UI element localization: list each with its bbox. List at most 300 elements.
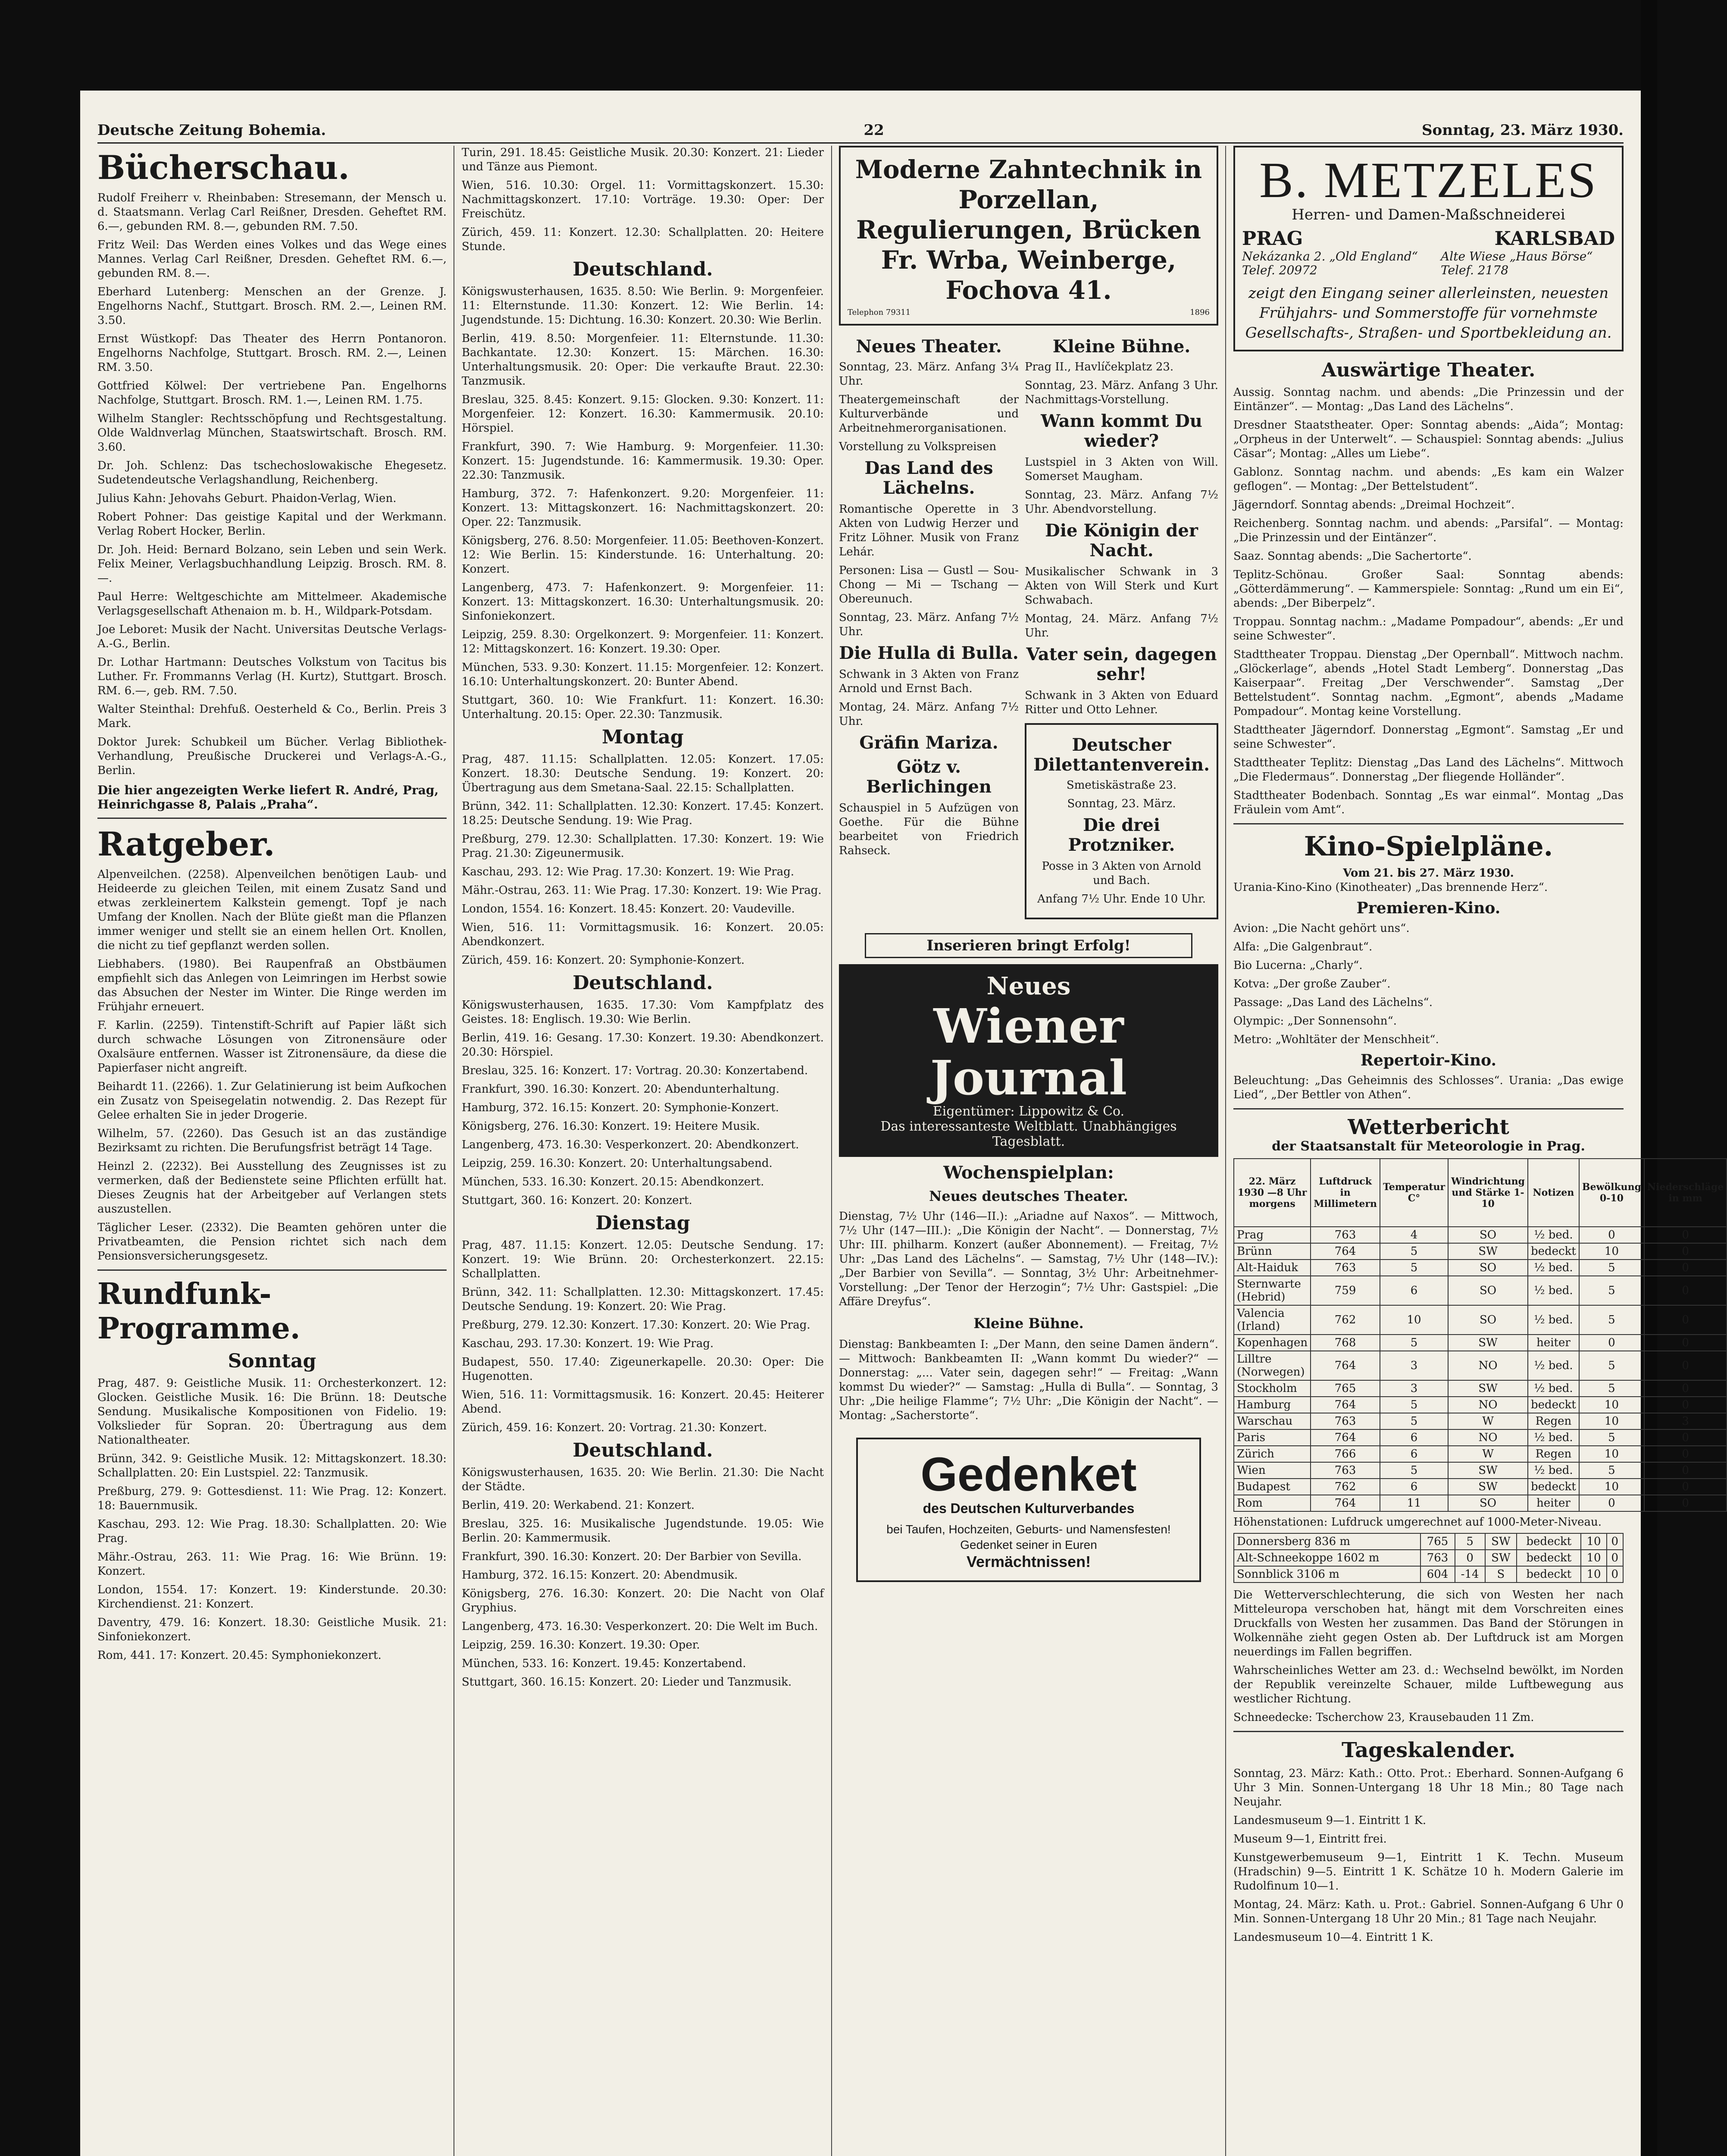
weather-table-row: [1234, 1566, 1623, 1583]
book-entry: Joe Leboret: Musik der Nacht. Universitas Deutsche Verlags-A.-G., Berlin.: [97, 623, 447, 650]
weather-cell: 10: [1579, 1243, 1644, 1260]
weather-cell: 10: [1579, 1413, 1644, 1429]
weather-table-row: [1234, 1351, 1727, 1380]
radio-station: Langenberg, 473. 7: Hafenkonzert. 9: Morgenfeier. 11: Konzert. 13: Mittagskonzert. 16.30: Unterhaltungsmusik. 20: Sinfoniekonzert.: [462, 581, 824, 623]
cinema-entry: Metro: „Wohltäter der Menschheit“.: [1233, 1033, 1439, 1046]
cinema-entry: Passage: „Das Land des Lächelns“.: [1233, 996, 1433, 1009]
weather-table-row: [1234, 1413, 1727, 1429]
radio-germany-monday: [462, 998, 824, 1208]
play-title: Wann kommt Du wieder?: [1041, 411, 1202, 451]
page-number: 22: [864, 122, 884, 139]
radio-station: Königswusterhausen, 1635. 8.50: Wie Berlin. 9: Morgenfeier. 11: Elternstunde. 11.30: Konzert. 12: Wie Berlin. 14: Jugendstunde. 15: Dichtung. 16.30: Konzert. 20.30: Wie Berlin.: [462, 285, 824, 326]
weather-cell: 5: [1380, 1413, 1448, 1429]
weather-cell: 764: [1311, 1397, 1380, 1413]
region-heading-deutschland: Deutschland.: [573, 1439, 713, 1461]
radio-station: Langenberg, 473. 16.30: Vesperkonzert. 20: Abendkonzert.: [462, 1138, 799, 1151]
weather-cell: 5: [1579, 1429, 1644, 1446]
weather-cell: SW: [1485, 1533, 1517, 1550]
radio-station: Stuttgart, 360. 10: Wie Frankfurt. 11: Konzert. 16.30: Unterhaltung. 20.15: Oper. 22.30: Tanzmusik.: [462, 694, 824, 721]
weather-cell: 765: [1311, 1380, 1380, 1397]
weather-cell: ½ bed.: [1528, 1276, 1579, 1305]
theatre-line: Lustspiel in 3 Akten von Will. Somerset Maugham.: [1025, 456, 1218, 483]
divider: [97, 1269, 447, 1271]
radio-station: Frankfurt, 390. 16.30: Konzert. 20: Abendunterhaltung.: [462, 1083, 779, 1096]
issue-date: Sonntag, 23. März 1930.: [1421, 122, 1624, 139]
play-title: Gräfin Mariza.: [859, 733, 998, 753]
play-title: Die drei Protzniker.: [1068, 815, 1175, 855]
book-entry: Gottfried Kölwel: Der vertriebene Pan. Engelhorns Nachfolge, Stuttgart. Brosch. RM. 1.—, Leinen RM. 1.75.: [97, 379, 447, 407]
weather-cell: 5: [1579, 1462, 1644, 1479]
radio-tuesday: [462, 1238, 824, 1435]
weather-cell: 0: [1579, 1227, 1644, 1243]
advice-entry: Täglicher Leser. (2332). Die Beamten gehören unter die Privatbeamten, die Pension richtet sich nach dem Pensionsversicherungsgesetz.: [97, 1221, 447, 1263]
cinema-entry: Kotva: „Der große Zauber“.: [1233, 978, 1391, 990]
weather-col-wind: Windrichtung und Stärke 1-10: [1448, 1159, 1528, 1227]
scan-edge: [1641, 0, 1657, 2156]
radio-programme-continued: [462, 146, 824, 254]
book-entry: Fritz Weil: Das Werden eines Volkes und das Wege eines Mannes. Verlag Carl Reißner, Dresden. Geheftet RM. 6.—, gebunden RM. 8.—.: [97, 238, 447, 280]
weather-cell: 5: [1579, 1305, 1644, 1335]
weather-cell: 5: [1579, 1260, 1644, 1276]
radio-station: Königsberg, 276. 8.50: Morgenfeier. 11.05: Beethoven-Konzert. 12: Wie Berlin. 15: Kinderstunde. 16: Unterhaltung. 20: Konzert.: [462, 534, 824, 576]
metzeles-cities: [1242, 228, 1615, 250]
wochenspielplan-sub: Neues deutsches Theater.: [929, 1188, 1128, 1204]
weather-cell: 0: [1455, 1550, 1485, 1566]
repertoir-text: Beleuchtung: „Das Geheimnis des Schlosses“. Urania: „Das ewige Lied“, „Der Bettler von Athen“.: [1233, 1074, 1624, 1101]
divider: [1233, 1731, 1624, 1732]
calendar-entry: Kunstgewerbemuseum 9—1, Eintritt 1 K. Techn. Museum (Hradschin) 9—5. Eintritt 1 K. Schätze 10 h. Modern Galerie im Rudolfinum 10—1.: [1233, 1851, 1624, 1893]
column-rule: [1225, 146, 1226, 2156]
weather-table-row: [1234, 1227, 1727, 1243]
weather-cell: 0: [1644, 1380, 1727, 1397]
theatre-line: Romantische Operette in 3 Akten von Ludwig Herzer und Fritz Löhner. Musik von Franz Lehár.: [839, 503, 1019, 558]
weather-cell: Valencia (Irland): [1234, 1305, 1311, 1335]
radio-station: Königswusterhausen, 1635. 20: Wie Berlin. 21.30: Die Nacht der Städte.: [462, 1466, 824, 1493]
radio-station: Preßburg, 279. 9: Gottesdienst. 11: Wie Prag. 12: Konzert. 18: Bauernmusik.: [97, 1485, 447, 1512]
weather-cell: SW: [1448, 1243, 1528, 1260]
theatre-line: Montag, 24. März. Anfang 7½ Uhr.: [839, 701, 1019, 728]
radio-station: Zürich, 459. 16: Konzert. 20: Vortrag. 21.30: Konzert.: [462, 1421, 767, 1434]
wiener-journal-owner: Eigentümer: Lippowitz & Co.: [932, 1104, 1125, 1119]
radio-station: Kaschau, 293. 17.30: Konzert. 19: Wie Prag.: [462, 1337, 714, 1350]
theatre-entry: Saaz. Sonntag abends: „Die Sachertorte“.: [1233, 550, 1472, 563]
weather-table-row: [1234, 1380, 1727, 1397]
weather-table-row: [1234, 1335, 1727, 1351]
weather-cell: 764: [1311, 1495, 1380, 1511]
column-4: [1233, 146, 1724, 2156]
day-heading-montag: Montag: [602, 726, 684, 748]
day-heading-dienstag: Dienstag: [595, 1212, 690, 1234]
weather-cell: 759: [1311, 1276, 1380, 1305]
metzeles-city-prag: PRAG: [1242, 228, 1303, 250]
radio-station: Wien, 516. 11: Vormittagsmusik. 16: Konzert. 20.45: Heiterer Abend.: [462, 1388, 824, 1416]
premieren-list: [1233, 921, 1624, 1047]
theatre-line: Schwank in 3 Akten von Eduard Ritter und Otto Lehner.: [1025, 689, 1218, 716]
radio-station: Zürich, 459. 16: Konzert. 20: Symphonie-Konzert.: [462, 954, 745, 967]
neues-theater-heading: Neues Theater.: [856, 336, 1002, 357]
radio-station: Frankfurt, 390. 16.30: Konzert. 20: Der Barbier von Sevilla.: [462, 1550, 802, 1563]
wiener-journal-title: Wiener Journal: [930, 998, 1127, 1106]
weather-cell: 0: [1644, 1305, 1727, 1335]
radio-station: Königsberg, 276. 16.30: Konzert. 20: Die Nacht von Olaf Gryphius.: [462, 1587, 824, 1614]
theatre-line: Musikalischer Schwank in 3 Akten von Will Sterk und Kurt Schwabach.: [1025, 565, 1218, 607]
theatre-line: Anfang 7½ Uhr. Ende 10 Uhr.: [1037, 893, 1206, 906]
theatre-line: Sonntag, 23. März.: [1067, 797, 1176, 810]
weather-report-source: der Staatsanstalt für Meteorologie in Prag.: [1272, 1139, 1585, 1154]
cinema-entry: Bio Lucerna: „Charly“.: [1233, 959, 1363, 972]
radio-station: Prag, 487. 11.15: Konzert. 12.05: Deutsche Sendung. 17: Konzert. 19: Wie Brünn. 20: Orchesterkonzert. 22.15: Schallplatten.: [462, 1239, 824, 1280]
weather-cell: Alt-Schneekoppe 1602 m: [1234, 1550, 1420, 1566]
radio-station: Zürich, 459. 11: Konzert. 12.30: Schallplatten. 20: Heitere Stunde.: [462, 226, 824, 253]
radio-station: Leipzig, 259. 16.30: Konzert. 19.30: Oper.: [462, 1639, 700, 1651]
weather-cell: Budapest: [1234, 1479, 1311, 1495]
weather-cell: NO: [1448, 1429, 1528, 1446]
weather-cell: 0: [1644, 1495, 1727, 1511]
gedenket-bequest: Vermächtnissen!: [966, 1553, 1091, 1570]
weather-cell: Stockholm: [1234, 1380, 1311, 1397]
radio-station: Preßburg, 279. 12.30: Konzert. 17.30: Konzert. 20: Wie Prag.: [462, 1319, 810, 1332]
weather-cell: SO: [1448, 1276, 1528, 1305]
divider: [1233, 823, 1624, 824]
weather-cell: SO: [1448, 1305, 1528, 1335]
cinema-entry: Olympic: „Der Sonnensohn“.: [1233, 1015, 1397, 1028]
weather-cell: SW: [1448, 1479, 1528, 1495]
weather-cell: 768: [1311, 1335, 1380, 1351]
radio-station: München, 533. 9.30: Konzert. 11.15: Morgenfeier. 12: Konzert. 16.10: Unterhaltungskonzert. 20: Bunter Abend.: [462, 661, 824, 688]
book-entry: Dr. Lothar Hartmann: Deutsches Volkstum von Tacitus bis Luther. Fr. Frommanns Verlag (H. Kurtz), Stuttgart. Brosch. RM. 6.—, geb. RM. 7.50.: [97, 656, 447, 697]
weather-cell: Regen: [1528, 1446, 1579, 1462]
dental-ad-code: 1896: [1190, 308, 1210, 317]
radio-station: Königswusterhausen, 1635. 17.30: Vom Kampfplatz des Geistes. 18: Englisch. 19.30: Wie Berlin.: [462, 999, 824, 1026]
cinema-entry: Avion: „Die Nacht gehört uns“.: [1233, 922, 1410, 935]
column-2: [462, 146, 824, 2156]
radio-station: Königsberg, 276. 16.30: Konzert. 19: Heitere Musik.: [462, 1120, 760, 1133]
radio-station: Leipzig, 259. 8.30: Orgelkonzert. 9: Morgenfeier. 11: Konzert. 12: Mittagskonzert. 16: Konzert. 19.30: Oper.: [462, 628, 824, 655]
radio-station: Hamburg, 372. 7: Hafenkonzert. 9.20: Morgenfeier. 11: Konzert. 13: Mittagskonzert. 16: Nachmittagskonzert. 20: Oper. 22: Tanzmusik.: [462, 487, 824, 529]
theatre-entry: Stadttheater Teplitz: Dienstag „Das Land des Lächelns“. Mittwoch „Die Fledermaus“. Donnerstag „Der fliegende Holländer“.: [1233, 756, 1624, 783]
radio-station: Rom, 441. 17: Konzert. 20.45: Symphoniekonzert.: [97, 1649, 382, 1662]
weather-cell: 10: [1380, 1305, 1448, 1335]
radio-station: London, 1554. 16: Konzert. 18.45: Konzert. 20: Vaudeville.: [462, 903, 795, 915]
region-heading-deutschland: Deutschland.: [573, 972, 713, 994]
bookseller-credit: Die hier angezeigten Werke liefert R. André, Prag, Heinrichgasse 8, Palais „Praha“.: [97, 783, 439, 812]
weather-altitude-note: Höhenstationen: Lufdruck umgerechnet auf 1000-Meter-Niveau.: [1233, 1516, 1602, 1529]
kleine-buehne-text: [1025, 360, 1218, 717]
weather-cell: 763: [1311, 1227, 1380, 1243]
weather-cell: -14: [1455, 1566, 1485, 1583]
weather-cell: Donnersberg 836 m: [1234, 1533, 1420, 1550]
weather-cell: 5: [1380, 1335, 1448, 1351]
weather-cell: 764: [1311, 1429, 1380, 1446]
weather-col-cloud: Bewölkung 0-10: [1579, 1159, 1644, 1227]
theatre-line: Posse in 3 Akten von Arnold und Bach.: [1042, 860, 1201, 887]
radio-station: Prag, 487. 11.15: Schallplatten. 12.05: Konzert. 17.05: Konzert. 18.30: Deutsche Sendung. 19: Konzert. 20: Übertragung aus dem Smetana-Saal. 22.15: Schallplatten.: [462, 753, 824, 794]
radio-station: Berlin, 419. 8.50: Morgenfeier. 11: Elternstunde. 11.30: Bachkantate. 12.30: Konzert. 15: Märchen. 16.30: Unterhaltungsmusik. 20: Oper: Die verkaufte Braut. 22.30: Tanzmusik.: [462, 332, 824, 388]
premieren-heading: Premieren-Kino.: [1356, 899, 1501, 917]
day-heading-sonntag: Sonntag: [228, 1350, 316, 1372]
weather-cell: ½ bed.: [1528, 1380, 1579, 1397]
theatre-entry: Stadttheater Troppau. Dienstag „Der Opernball“. Mittwoch nachm. „Glöckerlage“, abends „Hotel Stadt Lemberg“. Donnerstag „Das Kaiserpaar“. Freitag „Der Verschwender“. Samstag „Der Bettelstudent“. Sonntag nachm. „Egmont“, abends „Madame Pompadour“. Montag keine Vorstellung.: [1233, 648, 1624, 718]
weather-table-row: [1234, 1397, 1727, 1413]
book-entry: Wilhelm Stangler: Rechtsschöpfung und Rechtsgestaltung. Olde Waldnverlag München, Staatswirtschaft. Brosch. RM. 3.60.: [97, 412, 447, 454]
weather-cell: 0: [1644, 1335, 1727, 1351]
book-entry: Ernst Wüstkopf: Das Theater des Herrn Pontanoron. Engelhorns Nachfolge, Stuttgart. Brosch. RM. 2.—, Leinen RM. 3.50.: [97, 332, 447, 374]
weather-cell: Wien: [1234, 1462, 1311, 1479]
weather-table: [1233, 1158, 1727, 1512]
radio-station: Berlin, 419. 20: Werkabend. 21: Konzert.: [462, 1499, 695, 1512]
weather-cell: SO: [1448, 1495, 1528, 1511]
theatre-line: Sonntag, 23. März. Anfang 3 Uhr. Nachmittags-Vorstellung.: [1025, 379, 1218, 406]
radio-station: Breslau, 325. 16: Konzert. 17: Vortrag. 20.30: Konzertabend.: [462, 1064, 808, 1077]
advice-entry: F. Karlin. (2259). Tintenstift-Schrift auf Papier läßt sich durch schwache Lösungen von Zitronensäure oder Oxalsäure entfernen. Wasser ist Zitronensäure, da diese die Papierfaser nicht angreift.: [97, 1019, 447, 1075]
theatre-line: Smetiskästraße 23.: [1066, 779, 1177, 792]
book-entry: Dr. Joh. Heid: Bernard Bolzano, sein Leben und sein Werk. Felix Meiner, Verlagsbuchhandlung Leipzig. Brosch. RM. 8.—.: [97, 543, 447, 585]
weather-cell: ½ bed.: [1528, 1305, 1579, 1335]
cinema-entry: Alfa: „Die Galgenbraut“.: [1233, 940, 1373, 953]
region-heading-deutschland: Deutschland.: [573, 258, 713, 280]
schedule-paragraph: Dienstag: Bankbeamten I: „Der Mann, den seine Damen ändern“. — Mittwoch: Bankbeamten II: „Wann kommt Du wieder?“ — Donnerstag: „... Vater sein, dagegen sehr!“ — Freitag: „Wann kommst Du wieder?“ — Samstag: „Hulla di Bulla“. — Sonntag, 3 Uhr: „Die heilige Flamme“; 7½ Uhr: „Die Königin der Nacht“. — Montag: „Sacherstorte“.: [839, 1338, 1218, 1422]
weather-cell: Alt-Haiduk: [1234, 1260, 1311, 1276]
advice-entry: Heinzl 2. (2232). Bei Ausstellung des Zeugnisses ist zu vermerken, daß der Bedienstete seine Pflichten erfüllt hat. Dieses Zeugnis hat der Arbeitgeber auf Verlangen stets auszustellen.: [97, 1160, 447, 1216]
weather-cell: 5: [1380, 1462, 1448, 1479]
radio-station: Brünn, 342. 11: Schallplatten. 12.30: Konzert. 17.45: Konzert. 18.25: Deutsche Sendung. 19: Wie Prag.: [462, 800, 824, 827]
weather-cell: Prag: [1234, 1227, 1311, 1243]
weather-cell: 0: [1644, 1243, 1727, 1260]
weather-cell: 3: [1644, 1413, 1727, 1429]
radio-station: Kaschau, 293. 12: Wie Prag. 18.30: Schallplatten. 20: Wie Prag.: [97, 1518, 447, 1545]
radio-monday: [462, 752, 824, 968]
theatre-entry: Gablonz. Sonntag nachm. und abends: „Es kam ein Walzer geflogen“. — Montag: „Der Bettelstudent“.: [1233, 466, 1624, 493]
radio-station: Berlin, 419. 16: Gesang. 17.30: Konzert. 19.30: Abendkonzert. 20.30: Hörspiel.: [462, 1031, 824, 1059]
theatre-line: Prag II., Havlíčekplatz 23.: [1025, 360, 1174, 373]
column-1: [97, 146, 447, 2156]
dilettanten-text: [1033, 778, 1210, 906]
divider: [97, 818, 447, 819]
weather-cell: 6: [1380, 1479, 1448, 1495]
repertoir-heading: Repertoir-Kino.: [1360, 1051, 1497, 1069]
weather-cell: W: [1448, 1446, 1528, 1462]
theatre-entry: Teplitz-Schönau. Großer Saal: Sonntag abends: „Götterdämmerung“. — Kammerspiele: Sonntag: „Rund um ein Ei“, abends: „Der Biberpelz“.: [1233, 568, 1624, 610]
metzeles-announcement: zeigt den Eingang seiner allerleinsten, neuesten Frühjahrs- und Sommerstoffe für vornehmste Gesellschafts-, Straßen- und Sportbekleidung an.: [1245, 285, 1612, 342]
dental-ad-address: Fr. Wrba, Weinberge, Fochova 41.: [881, 245, 1176, 305]
theatre-line: Sonntag, 23. März. Anfang 7½ Uhr. Abendvorstellung.: [1025, 489, 1218, 516]
radio-station: Hamburg, 372. 16.15: Konzert. 20: Symphonie-Konzert.: [462, 1101, 779, 1114]
weather-cell: ½ bed.: [1528, 1227, 1579, 1243]
radio-station: Wien, 516. 11: Vormittagsmusik. 16: Konzert. 20.05: Abendkonzert.: [462, 921, 824, 948]
weather-cell: 762: [1311, 1479, 1380, 1495]
weather-cell: bedeckt: [1528, 1479, 1579, 1495]
book-entry: Paul Herre: Weltgeschichte am Mittelmeer. Akademische Verlagsgesellschaft Athenaion m. b. H., Wildpark-Potsdam.: [97, 590, 447, 617]
radio-station: Stuttgart, 360. 16.15: Konzert. 20: Lieder und Tanzmusik.: [462, 1676, 792, 1689]
calendar-entry: Landesmuseum 10—4. Eintritt 1 K.: [1233, 1931, 1433, 1944]
weather-table-row: [1234, 1462, 1727, 1479]
book-entry: Dr. Joh. Schlenz: Das tschechoslowakische Ehegesetz. Sudetendeutsche Verlagshandlung, Reichenberg.: [97, 459, 447, 486]
weather-cell: Brünn: [1234, 1243, 1311, 1260]
weather-cell: NO: [1448, 1397, 1528, 1413]
metzeles-trade: Herren- und Damen-Maßschneiderei: [1292, 206, 1565, 223]
forecast-paragraph: Schneedecke: Tscherchow 23, Krausebauden 11 Zm.: [1233, 1711, 1534, 1724]
radio-station: Turin, 291. 18.45: Geistliche Musik. 20.30: Konzert. 21: Lieder und Tänze aus Piemont.: [462, 146, 824, 173]
play-title: Die Hulla di Bulla.: [839, 643, 1019, 663]
calendar-text: [1233, 1767, 1624, 1945]
weather-cell: bedeckt: [1528, 1243, 1579, 1260]
radio-station: Mähr.-Ostrau, 263. 11: Wie Prag. 17.30: Konzert. 19: Wie Prag.: [462, 884, 822, 897]
play-title: Götz v. Berlichingen: [866, 757, 992, 797]
radio-station: Brünn, 342. 11: Schallplatten. 12.30: Mittagskonzert. 17.45: Deutsche Sendung. 19: Konzert. 20: Wie Prag.: [462, 1286, 824, 1313]
weather-table-row: [1234, 1276, 1727, 1305]
weather-col-temp: Temperatur C°: [1380, 1159, 1448, 1227]
weather-cell: W: [1448, 1413, 1528, 1429]
gedenket-title: Gedenket: [920, 1448, 1137, 1501]
weather-cell: 5: [1579, 1276, 1644, 1305]
weather-cell: 11: [1380, 1495, 1448, 1511]
radio-station: Breslau, 325. 16: Musikalische Jugendstunde. 19.05: Wie Berlin. 20: Kammermusik.: [462, 1517, 824, 1545]
theatre-line: Vorstellung zu Volkspreisen: [839, 440, 997, 453]
weather-report-heading: Wetterbericht: [1348, 1115, 1509, 1139]
weather-cell: Paris: [1234, 1429, 1311, 1446]
forecast-paragraph: Die Wetterverschlechterung, die sich von Westen her nach Mitteleuropa verschoben hat, hängt mit dem Vorschreiten eines Druckfalls von Westen her zusammen. Das Band der Störungen in Wolkennähe zieht gegen Osten ab. Der Luftdruck ist am Morgen neuerdings im Fallen begriffen.: [1233, 1589, 1624, 1658]
weather-cell: 10: [1579, 1397, 1644, 1413]
book-entry: Rudolf Freiherr v. Rheinbaben: Stresemann, der Mensch u. d. Staatsmann. Verlag Carl Reißner, Dresden. Geheftet RM. 6.—, gebunden RM. 8.—, gebunden RM. 7.50.: [97, 191, 447, 233]
section-heading-auswaertige-theater: Auswärtige Theater.: [1321, 359, 1536, 381]
weather-cell: ½ bed.: [1528, 1429, 1579, 1446]
weather-cell: 0: [1607, 1566, 1623, 1583]
dental-advertisement: [839, 146, 1218, 326]
weather-cell: bedeckt: [1517, 1533, 1581, 1550]
theatre-entry: Stadttheater Bodenbach. Sonntag „Es war einmal“. Montag „Das Fräulein vom Amt“.: [1233, 789, 1624, 816]
advice-entry: Wilhelm, 57. (2260). Das Gesuch ist an das zuständige Bezirksamt zu richten. Die Berufungsfrist beträgt 14 Tage.: [97, 1127, 447, 1154]
dilettanten-heading: Deutscher Dilettantenverein.: [1033, 735, 1210, 775]
weather-cell: SW: [1448, 1335, 1528, 1351]
theatre-entry: Aussig. Sonntag nachm. und abends: „Die Prinzessin und der Eintänzer“. — Montag: „Das Land des Lächelns“.: [1233, 386, 1624, 413]
weather-cell: 6: [1380, 1276, 1448, 1305]
weather-cell: Sternwarte (Hebrid): [1234, 1276, 1311, 1305]
weather-cell: 4: [1380, 1227, 1448, 1243]
weather-cell: 0: [1607, 1550, 1623, 1566]
wochenspielplan-heading: Wochenspielplan:: [943, 1163, 1114, 1183]
weather-cell: Rom: [1234, 1495, 1311, 1511]
weather-cell: 763: [1420, 1550, 1455, 1566]
weather-table-row: [1234, 1446, 1727, 1462]
dental-ad-footer: [848, 308, 1210, 317]
radio-station: Mähr.-Ostrau, 263. 11: Wie Prag. 16: Wie Brünn. 19: Konzert.: [97, 1551, 447, 1578]
weather-cell: heiter: [1528, 1335, 1579, 1351]
weather-table-row: [1234, 1533, 1623, 1550]
play-title: Das Land des Lächelns.: [864, 458, 993, 498]
weather-cell: 0: [1644, 1276, 1727, 1305]
kleine-buehne-heading: Kleine Bühne.: [1052, 336, 1191, 357]
theatre-listings: [839, 333, 1218, 927]
radio-station: München, 533. 16.30: Konzert. 20.15: Abendkonzert.: [462, 1175, 764, 1188]
radio-programme: [97, 1376, 447, 1663]
page-header: [97, 109, 1624, 144]
masthead-left: Deutsche Zeitung Bohemia.: [97, 122, 326, 139]
radio-station: Prag, 487. 9: Geistliche Musik. 11: Orchesterkonzert. 12: Glocken. Geistliche Musik. 16: Die Brünn. 18: Deutsche Sendung. Musikalische Kompositionen von Fidelio. 19: Volkslieder für Sopran. 20: Übertragung aus dem Nationaltheater.: [97, 1377, 447, 1447]
section-heading-tageskalender: Tageskalender.: [1341, 1738, 1516, 1762]
metzeles-address-prag: Nekázanka 2. „Old England“ Telef. 20972: [1242, 249, 1418, 277]
weather-cell: 763: [1311, 1462, 1380, 1479]
weather-cell: 5: [1380, 1243, 1448, 1260]
advice-entry: Alpenveilchen. (2258). Alpenveilchen benötigen Laub- und Heideerde zu gleichen Teilen, mit einem Zusatz Sand und etwas zerkleinertem Kalkstein gemengt. Topf je nach Umfang der Knollen. Nach der Blüte gießt man die Pflanzen immer weniger und stellt sie an einem hellen Ort. Knollen, die nicht zu tief gepflanzt werden sollen.: [97, 868, 447, 952]
weather-cell: 3: [1380, 1380, 1448, 1397]
radio-germany-sunday: [462, 285, 824, 722]
regional-theatres: [1233, 385, 1624, 817]
wiener-journal-neues: Neues: [986, 972, 1071, 1000]
weather-cell: Regen: [1528, 1413, 1579, 1429]
theatre-line: Schauspiel in 5 Aufzügen von Goethe. Für die Bühne bearbeitet von Friedrich Rahseck.: [839, 802, 1019, 857]
radio-station: Brünn, 342. 9: Geistliche Musik. 12: Mittagskonzert. 18.30: Schallplatten. 20: Ein Lustspiel. 22: Tanzmusik.: [97, 1452, 447, 1479]
advice-entry: Beihardt 11. (2266). 1. Zur Gelatinierung ist beim Aufkochen ein Zusatz von Speisegelatin notwendig. 2. Das Rezept für Gelee erhalten Sie in jeder Drogerie.: [97, 1080, 447, 1122]
theatre-line: Sonntag, 23. März. Anfang 3¼ Uhr.: [839, 360, 1019, 388]
theatre-line: Schwank in 3 Akten von Franz Arnold und Ernst Bach.: [839, 668, 1019, 695]
weather-cell: 0: [1644, 1479, 1727, 1495]
metzeles-city-karlsbad: KARLSBAD: [1494, 228, 1615, 250]
weather-cell: 10: [1581, 1533, 1606, 1550]
play-title: Vater sein, dagegen sehr!: [1026, 644, 1217, 684]
weather-cell: 0: [1644, 1429, 1727, 1446]
weather-col-pressure: Luftdruck in Millimetern: [1311, 1159, 1380, 1227]
radio-station: Stuttgart, 360. 16: Konzert. 20: Konzert.: [462, 1194, 692, 1207]
section-heading-buecherschau: Bücherschau.: [97, 148, 350, 187]
weather-cell: 5: [1455, 1533, 1485, 1550]
forecast-paragraph: Wahrscheinliches Wetter am 23. d.: Wechselnd bewölkt, im Norden der Republik vereinzelte Schauer, milde Luftbewegung aus westlicher Richtung.: [1233, 1664, 1624, 1705]
wiener-journal-ad: [839, 964, 1218, 1157]
weather-table-row: [1234, 1260, 1727, 1276]
weather-table-row: [1234, 1479, 1727, 1495]
weather-cell: 765: [1420, 1533, 1455, 1550]
weather-forecast: [1233, 1588, 1624, 1725]
section-heading-rundfunk: Rundfunk-Programme.: [97, 1277, 300, 1346]
radio-germany-tuesday: [462, 1466, 824, 1689]
book-reviews: [97, 191, 447, 778]
weather-cell: bedeckt: [1517, 1550, 1581, 1566]
play-title: Die Königin der Nacht.: [1045, 520, 1198, 561]
dental-ad-headline: Moderne Zahntechnik in Porzellan, Regulierungen, Brücken: [855, 155, 1202, 244]
calendar-entry: Museum 9—1, Eintritt frei.: [1233, 1833, 1387, 1846]
weather-cell: 0: [1579, 1335, 1644, 1351]
weather-cell: 0: [1644, 1397, 1727, 1413]
weather-cell: Lilltre (Norwegen): [1234, 1351, 1311, 1380]
weather-cell: Sonnblick 3106 m: [1234, 1566, 1420, 1583]
theatre-line: Sonntag, 23. März. Anfang 7½ Uhr.: [839, 611, 1019, 638]
book-entry: Walter Steinthal: Drehfuß. Oesterheld & Co., Berlin. Preis 3 Mark.: [97, 703, 447, 730]
kleine-buehne-subheading: Kleine Bühne.: [973, 1315, 1084, 1332]
metzeles-name: B. METZELES: [1259, 152, 1598, 208]
gedenket-subtitle: des Deutschen Kulturverbandes: [923, 1501, 1135, 1516]
weather-cell: 5: [1579, 1380, 1644, 1397]
radio-station: Leipzig, 259. 16.30: Konzert. 20: Unterhaltungsabend.: [462, 1157, 773, 1170]
divider: [1233, 1108, 1624, 1109]
dental-ad-phone: Telephon 79311: [848, 308, 911, 317]
wiener-journal-desc: Das interessanteste Weltblatt. Unabhängiges Tagesblatt.: [880, 1119, 1177, 1149]
weather-table-header: [1234, 1159, 1727, 1227]
weather-cell: 762: [1311, 1305, 1380, 1335]
book-entry: Robert Pohner: Das geistige Kapital und der Werkmann. Verlag Robert Hocker, Berlin.: [97, 511, 447, 538]
weather-cell: 0: [1644, 1227, 1727, 1243]
radio-station: Wien, 516. 10.30: Orgel. 11: Vormittagskonzert. 15.30: Nachmittagskonzert. 17.10: Vorträge. 19.30: Oper: Der Freischütz.: [462, 179, 824, 220]
weather-cell: 3: [1380, 1351, 1448, 1380]
weather-cell: 0: [1644, 1351, 1727, 1380]
theatre-line: Montag, 24. März. Anfang 7½ Uhr.: [1025, 612, 1218, 639]
weather-table-row: [1234, 1305, 1727, 1335]
weather-cell: bedeckt: [1528, 1397, 1579, 1413]
weather-cell: S: [1485, 1566, 1517, 1583]
weather-table-row: [1234, 1495, 1727, 1511]
weather-cell: ½ bed.: [1528, 1462, 1579, 1479]
weather-cell: 10: [1579, 1446, 1644, 1462]
weather-cell: 604: [1420, 1566, 1455, 1583]
weather-col-notes: Notizen: [1528, 1159, 1579, 1227]
